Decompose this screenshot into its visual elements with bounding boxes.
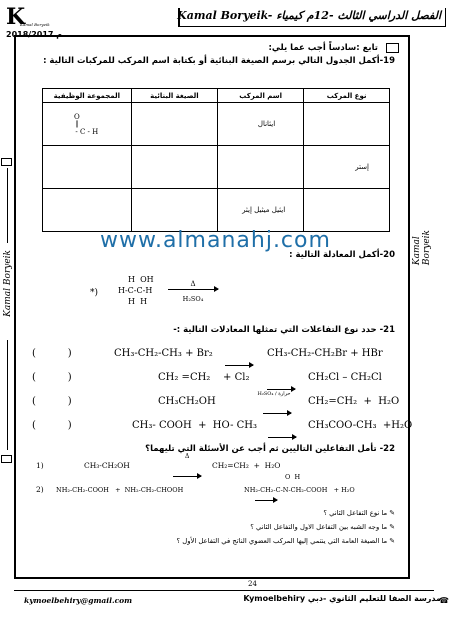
q19-title: 19-أكمل الجدول التالي برسم الصيغة البنائية أو بكتابة اسم المركب للمركبات التالية : [43, 56, 395, 66]
book-icon [1, 158, 12, 166]
col-type: نوع المركب [304, 89, 390, 103]
table-row [43, 189, 390, 232]
question-text: ما نوع التفاعل الثاني ؟ [323, 509, 388, 517]
cell-structure[interactable] [131, 189, 217, 232]
phone-icon: ☎ [439, 596, 449, 605]
eq-left: CH₃CH₂OH [158, 396, 216, 407]
book-icon [1, 455, 12, 463]
q20-arrow-group [168, 280, 218, 303]
question-text: ما وجه الشبه بين التفاعل الاول والتفاعل الثاني ؟ [250, 523, 388, 531]
q22-questions [177, 506, 396, 548]
col-name: اسم المركب [218, 89, 304, 103]
q21-title: 21- حدد نوع التفاعلات التي تمثلها المعادلات التالية :- [173, 325, 395, 335]
cell-name: ايثانال [218, 103, 304, 146]
r1-cond: Δ [185, 453, 190, 460]
watermark-url: www.almanahj.com [100, 228, 331, 253]
cell-structure[interactable] [131, 103, 217, 146]
cell-type[interactable] [304, 103, 390, 146]
eq-arrow [225, 365, 253, 366]
table-header-row [43, 89, 390, 103]
page-number: 24 [248, 580, 257, 588]
r2-left: NH₂-CH₂-COOH + NH₂-CH₂-CHOOH [56, 486, 184, 494]
cell-name: ايثيل ميثيل إيثر [218, 189, 304, 232]
answer-blank[interactable]: ( ) [32, 420, 72, 431]
table-row [43, 146, 390, 189]
left-sidebar [2, 110, 14, 490]
q21-list [32, 348, 413, 444]
question-item [177, 506, 396, 520]
q20-structure [118, 274, 154, 307]
pen-icon: ✎ [387, 537, 395, 545]
q19-table [42, 88, 390, 232]
cell-name[interactable] [218, 146, 304, 189]
r2-arrow [255, 500, 277, 501]
r2-above: O H [285, 473, 301, 481]
cell-type[interactable] [304, 189, 390, 232]
question-text: ما الصيغة العامة التي ينتمي إليها المركب العضوي الناتج في التفاعل الأول ؟ [176, 537, 388, 545]
q21-eq-4 [32, 420, 413, 444]
eq-arrow [267, 389, 295, 390]
logo-subtitle: Kamal Boryeik [20, 22, 50, 27]
left-rule [7, 168, 8, 243]
cell-structure[interactable] [131, 146, 217, 189]
group-chain: - C - H [75, 127, 99, 136]
group-o: O [73, 112, 80, 121]
header-title: Kamal Boryeik- الفصل الدراسي الثالث -12م كيمياء [177, 9, 441, 22]
q20-arrow [168, 289, 218, 294]
eq-arrow [268, 437, 296, 438]
footer-rule [14, 590, 434, 591]
footer-email: kymoelbehiry@gmail.com [24, 596, 133, 605]
r2-num: 2) [36, 485, 44, 494]
answer-blank[interactable]: ( ) [32, 372, 72, 383]
r1-left: CH₃-CH₂OH [84, 461, 130, 470]
cell-group [43, 103, 132, 146]
r1-right: CH₂=CH₂ + H₂O [212, 461, 281, 470]
eq-left: CH₂ =CH₂ + Cl₂ [158, 372, 250, 383]
q20-cond-top: Δ [190, 280, 196, 288]
right-side-text: Kamal Boryeik [412, 230, 432, 266]
school-year: 2018/2017 م [6, 30, 63, 39]
folder-icon [386, 43, 399, 53]
footer-school: Kymoelbehiry مدرسة الصفا للتعليم الثانوي -دبي [243, 594, 441, 603]
cell-group[interactable] [43, 189, 132, 232]
eq-cond: H₂SO₄ / حرارة [257, 391, 291, 397]
pen-icon: ✎ [387, 509, 395, 517]
eq-right: CH₃-CH₂-CH₂Br + HBr [267, 348, 383, 359]
eq-right: CH₃COO-CH₃ +H₂O [308, 420, 413, 431]
eq-left: CH₃- COOH + HO- CH₃ [132, 420, 258, 431]
q20-row2: H-C-C-H [118, 286, 153, 295]
col-structure: الصيغة البنائية [131, 89, 217, 103]
table-row [43, 103, 390, 146]
q20-label: *) [90, 288, 99, 298]
q21-eq-1 [32, 348, 402, 372]
answer-blank[interactable]: ( ) [32, 396, 72, 407]
q21-eq-2 [32, 372, 402, 396]
left-rule [7, 340, 8, 450]
q22-title: 22- تأمل التفاعلين التاليين ثم أجب عن الأسئلة التي تليهما؟ [145, 444, 395, 454]
col-functional-group: المجموعة الوظيفية [43, 89, 132, 103]
question-item [177, 534, 396, 548]
header-box [178, 8, 446, 27]
logo-k-icon: K [6, 4, 26, 30]
group-bond: ║ [75, 120, 79, 128]
eq-right: CH₂=CH₂ + H₂O [308, 396, 400, 407]
cell-group[interactable] [43, 146, 132, 189]
q20-title: 20-أكمل المعادلة التالية : [289, 250, 395, 260]
q20-cond-bottom: H₂SO₄ [182, 295, 204, 303]
r1-arrow [173, 476, 201, 477]
q20-row1: H OH [128, 275, 154, 284]
eq-right: CH₂Cl – CH₂Cl [308, 372, 382, 383]
q21-eq-3 [32, 391, 402, 420]
eq-left: CH₃-CH₂-CH₃ + Br₂ [114, 348, 213, 359]
cell-type: إستر [304, 146, 390, 189]
eq-arrow [263, 413, 291, 414]
intro-text: تابع :سادساً أجب عما يلي: [268, 43, 378, 53]
answer-blank[interactable]: ( ) [32, 348, 72, 359]
question-item [177, 520, 396, 534]
r2-right: NH₂-CH₂-C-N-CH₂-COOH + H₂O [244, 486, 355, 494]
pen-icon: ✎ [387, 523, 395, 531]
r1-num: 1) [36, 461, 44, 470]
left-side-text: Kamal Boryeik [3, 250, 13, 317]
q20-row3: H H [128, 297, 148, 306]
